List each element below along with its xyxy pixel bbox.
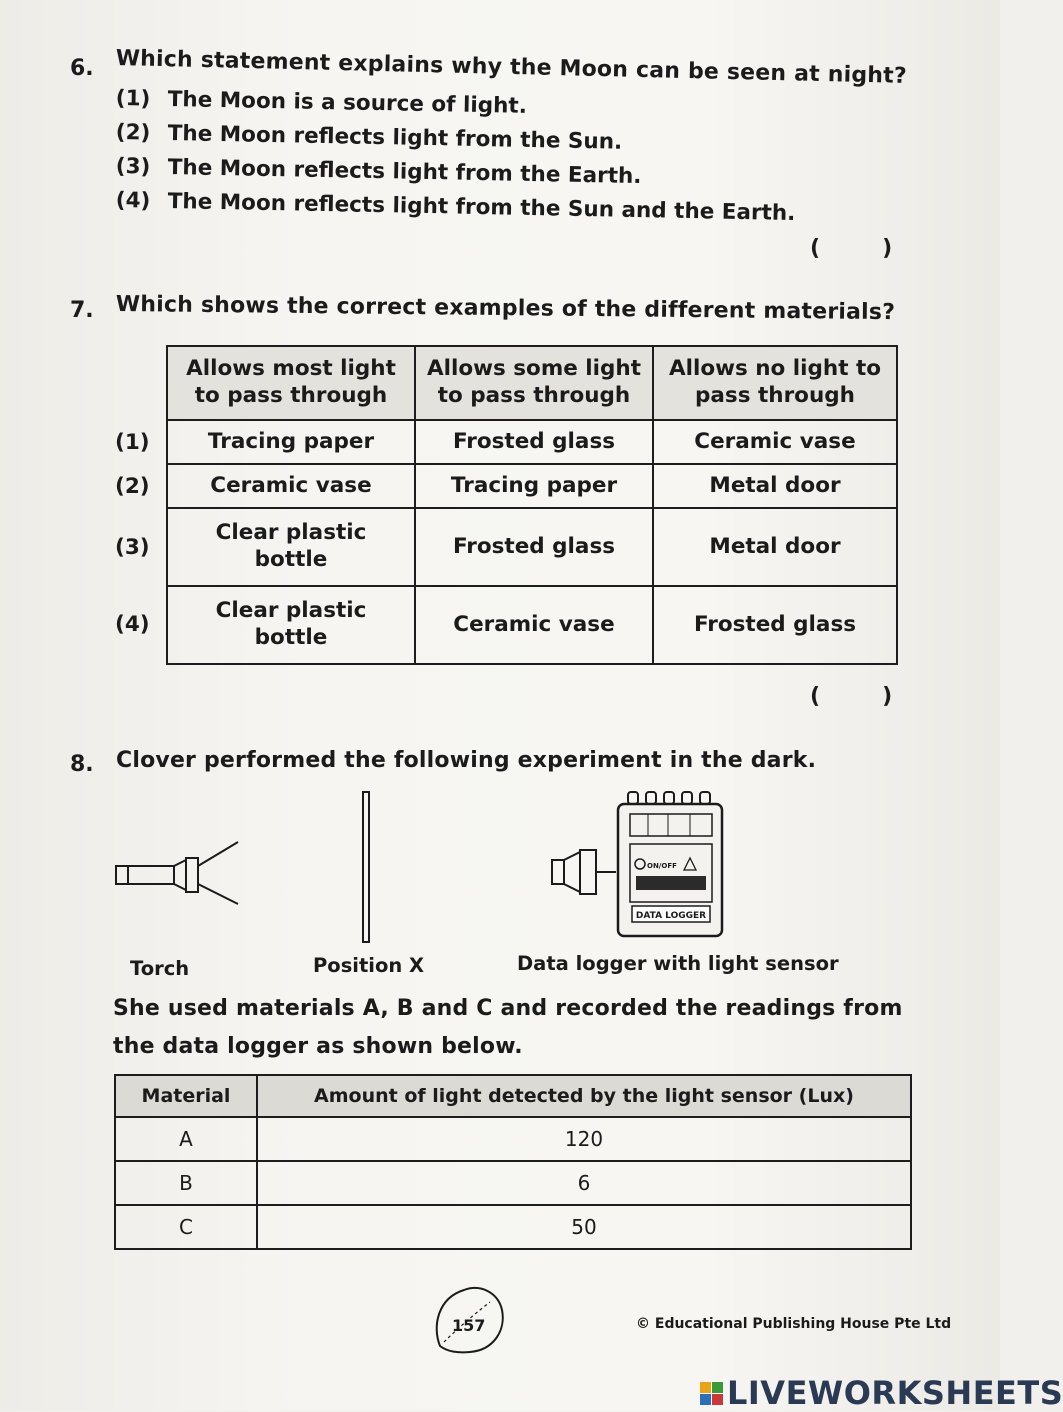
table-cell: Frosted glass bbox=[415, 508, 653, 586]
table-row bbox=[115, 1205, 911, 1249]
material-cell: A bbox=[115, 1117, 257, 1161]
table-row bbox=[115, 1117, 911, 1161]
device-onoff-label: ON/OFF bbox=[647, 862, 677, 870]
q6-option-4: (4) The Moon reflects light from the Sun and the Earth. bbox=[115, 188, 796, 227]
q6-number: 6. bbox=[70, 56, 94, 81]
experiment-diagram bbox=[100, 780, 860, 960]
header-material: Material bbox=[115, 1075, 257, 1117]
table-row bbox=[167, 586, 897, 664]
table-cell: Metal door bbox=[653, 464, 897, 508]
table-cell: Ceramic vase bbox=[167, 464, 415, 508]
data-logger-label: Data logger with light sensor bbox=[517, 952, 839, 975]
device-name-label: DATA LOGGER bbox=[635, 911, 707, 921]
row-label-2: (2) bbox=[115, 474, 150, 499]
lux-cell: 120 bbox=[257, 1117, 911, 1161]
header-lux: Amount of light detected by the light sensor (Lux) bbox=[257, 1075, 911, 1117]
logo-squares-icon bbox=[700, 1382, 723, 1405]
header-no-light: Allows no light to pass through bbox=[653, 346, 897, 420]
torch-icon bbox=[116, 842, 238, 904]
q6-question: Which statement explains why the Moon can be seen at night? bbox=[115, 46, 908, 89]
page-number: 157 bbox=[452, 1316, 486, 1335]
header-most-light: Allows most light to pass through bbox=[167, 346, 415, 420]
row-label-1: (1) bbox=[115, 430, 150, 455]
table-cell: Ceramic vase bbox=[415, 586, 653, 664]
table-cell: Clear plastic bottle bbox=[167, 508, 415, 586]
material-cell: C bbox=[115, 1205, 257, 1249]
copyright-text: © Educational Publishing House Pte Ltd bbox=[636, 1316, 952, 1332]
light-sensor-icon bbox=[552, 850, 616, 894]
material-cell: B bbox=[115, 1161, 257, 1205]
q8-question: Clover performed the following experiment in the dark. bbox=[116, 748, 817, 773]
position-x-screen bbox=[363, 792, 369, 942]
table-cell: Metal door bbox=[653, 508, 897, 586]
table-row bbox=[167, 464, 897, 508]
table-row bbox=[167, 508, 897, 586]
table-row bbox=[167, 420, 897, 464]
q8-number: 8. bbox=[70, 752, 94, 777]
table-cell: Clear plastic bottle bbox=[167, 586, 415, 664]
q7-number: 7. bbox=[70, 298, 94, 323]
table-cell: Tracing paper bbox=[415, 464, 653, 508]
position-x-label: Position X bbox=[313, 954, 425, 977]
liveworksheets-wordmark: LIVEWORKSHEETS bbox=[727, 1374, 1063, 1412]
materials-table bbox=[166, 345, 898, 665]
row-label-4: (4) bbox=[115, 612, 150, 637]
q6-option-2: (2) The Moon reflects light from the Sun. bbox=[115, 120, 623, 155]
q6-option-3: (3) The Moon reflects light from the Earth. bbox=[115, 154, 642, 190]
q6-answer-bracket[interactable]: ( ) bbox=[810, 236, 893, 261]
table-cell: Tracing paper bbox=[167, 420, 415, 464]
readings-table bbox=[114, 1074, 912, 1250]
header-some-light: Allows some light to pass through bbox=[415, 346, 653, 420]
torch-label: Torch bbox=[130, 957, 190, 980]
lux-cell: 6 bbox=[257, 1161, 911, 1205]
row-label-3: (3) bbox=[115, 535, 150, 560]
q8-paragraph: She used materials A, B and C and recorded the readings from the data logger as shown below. bbox=[113, 996, 903, 1059]
q6-option-1: (1) The Moon is a source of light. bbox=[115, 86, 528, 119]
q7-question: Which shows the correct examples of the different materials? bbox=[115, 292, 896, 326]
table-cell: Frosted glass bbox=[653, 586, 897, 664]
table-cell: Ceramic vase bbox=[653, 420, 897, 464]
liveworksheets-logo[interactable] bbox=[700, 1374, 1063, 1412]
lux-cell: 50 bbox=[257, 1205, 911, 1249]
table-row bbox=[115, 1161, 911, 1205]
table-cell: Frosted glass bbox=[415, 420, 653, 464]
q7-answer-bracket[interactable]: ( ) bbox=[810, 684, 893, 709]
